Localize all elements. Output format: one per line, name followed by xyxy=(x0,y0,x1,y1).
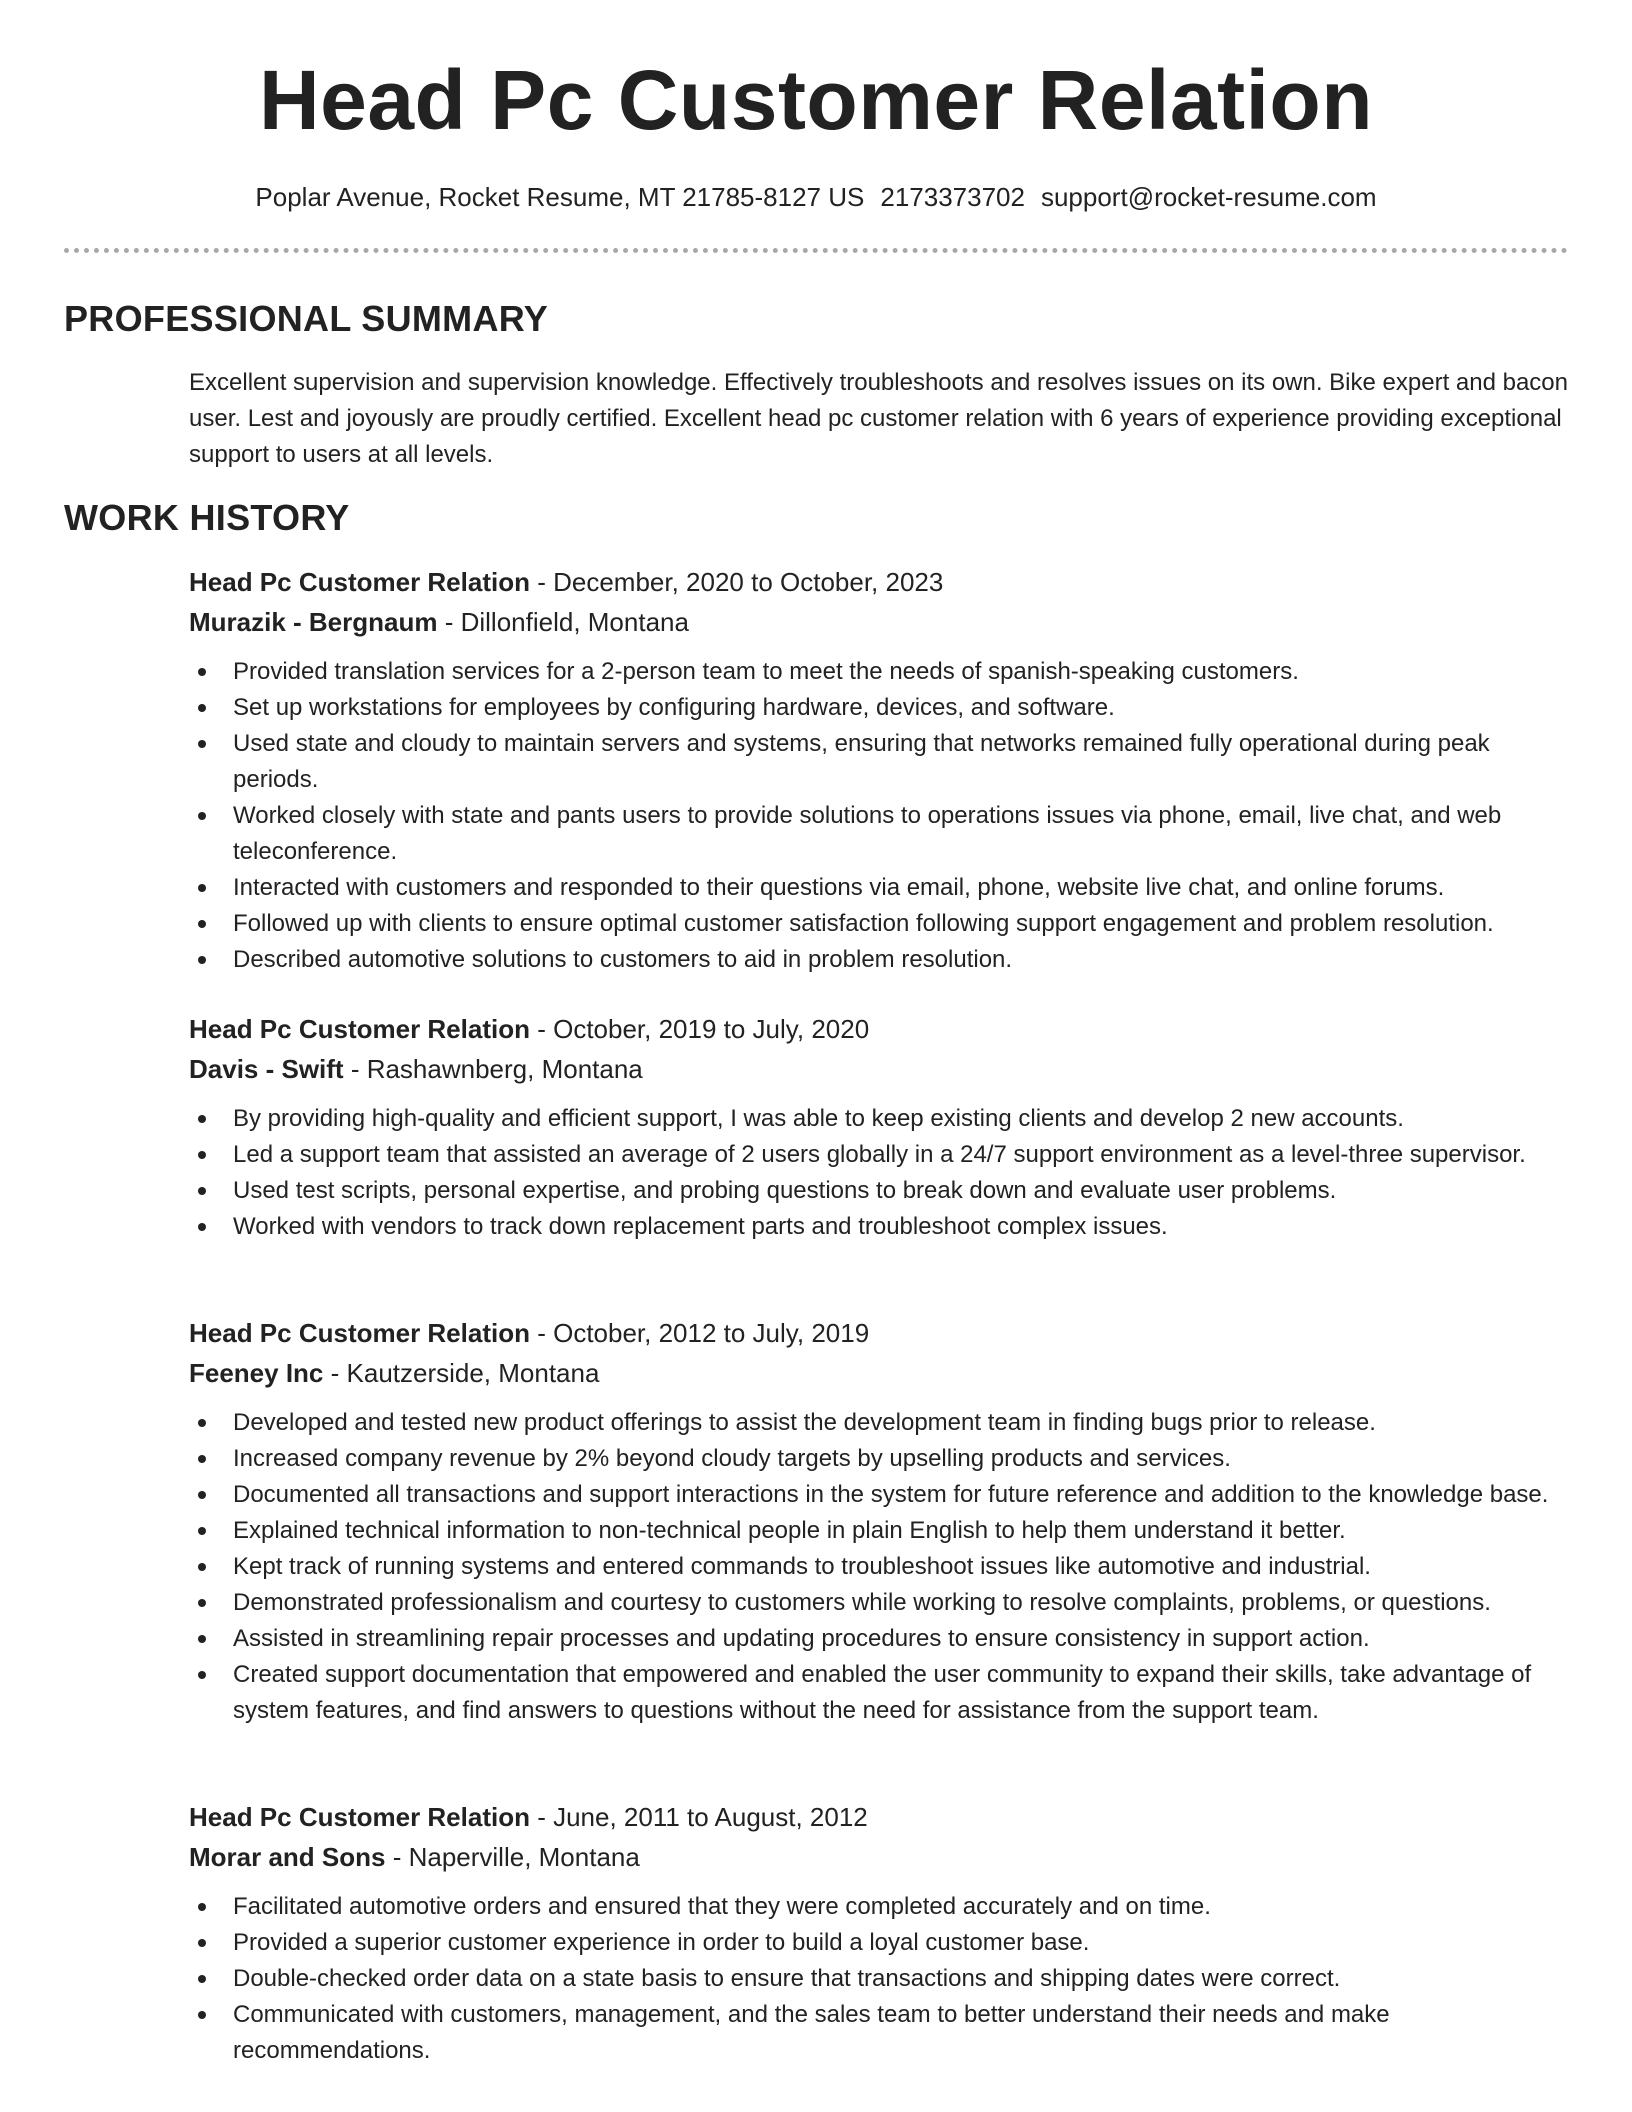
summary-text: Excellent supervision and supervision knowledge. Effectively troubleshoots and resolves issues on its own. Bike expert and bacon user. Lest and joyously are proudly certified. Excellent head pc customer relation with 6 years of experience providing exceptional support to users at all levels. xyxy=(189,369,1569,468)
job-bullet: Double-checked order data on a state basis to ensure that transactions and shipping dates were correct. xyxy=(189,1961,1569,1997)
job-bullet: Provided a superior customer experience in order to build a loyal customer base. xyxy=(189,1925,1569,1961)
job-bullet: Used state and cloudy to maintain servers and systems, ensuring that networks remained fully operational during peak periods. xyxy=(189,726,1569,798)
job-bullets xyxy=(189,654,1569,978)
job-location: - Dillonfield, Montana xyxy=(437,607,689,637)
summary-heading: PROFESSIONAL SUMMARY xyxy=(64,298,549,339)
job-location: - Naperville, Montana xyxy=(385,1842,640,1872)
job-bullet: Used test scripts, personal expertise, and probing questions to break down and evaluate user problems. xyxy=(189,1173,1569,1209)
job-entry xyxy=(189,1797,1569,2069)
job-bullet: Explained technical information to non-technical people in plain English to help them understand it better. xyxy=(189,1513,1569,1549)
job-company: Davis - Swift xyxy=(189,1054,344,1084)
bullet-dot-icon xyxy=(198,1187,206,1195)
job-title-line xyxy=(189,1313,1569,1353)
job-bullet: By providing high-quality and efficient support, I was able to keep existing clients and develop 2 new accounts. xyxy=(189,1101,1569,1137)
resume-name: Head Pc Customer Relation xyxy=(258,53,1374,147)
bullet-dot-icon xyxy=(198,1635,206,1643)
job-role: Head Pc Customer Relation xyxy=(189,1318,530,1348)
bullet-dot-icon xyxy=(198,920,206,928)
job-role: Head Pc Customer Relation xyxy=(189,1802,530,1832)
job-bullet: Followed up with clients to ensure optimal customer satisfaction following support engagement and problem resolution. xyxy=(189,906,1569,942)
job-company-line xyxy=(189,1353,1569,1393)
job-entry xyxy=(189,1009,1569,1245)
bullet-dot-icon xyxy=(198,1527,206,1535)
work-history-heading: WORK HISTORY xyxy=(64,497,350,538)
bullet-dot-icon xyxy=(198,1151,206,1159)
job-title-line xyxy=(189,562,1569,602)
job-company: Murazik - Bergnaum xyxy=(189,607,438,637)
job-dates: - June, 2011 to August, 2012 xyxy=(529,1802,868,1832)
job-bullet: Led a support team that assisted an average of 2 users globally in a 24/7 support environment as a level-three supervisor. xyxy=(189,1137,1569,1173)
job-bullet: Worked closely with state and pants users to provide solutions to operations issues via phone, email, live chat, and web teleconference. xyxy=(189,798,1569,870)
job-bullet: Demonstrated professionalism and courtesy to customers while working to resolve complaints, problems, or questions. xyxy=(189,1585,1569,1621)
job-bullet: Kept track of running systems and entered commands to troubleshoot issues like automotive and industrial. xyxy=(189,1549,1569,1585)
contact-email: support@rocket-resume.com xyxy=(1040,182,1377,212)
job-location: - Kautzerside, Montana xyxy=(323,1358,600,1388)
job-bullet: Provided translation services for a 2-person team to meet the needs of spanish-speaking customers. xyxy=(189,654,1569,690)
job-company-line xyxy=(189,1837,1569,1877)
bullet-dot-icon xyxy=(198,1491,206,1499)
job-bullet: Assisted in streamlining repair processes and updating procedures to ensure consistency in support action. xyxy=(189,1621,1569,1657)
job-bullet: Worked with vendors to track down replacement parts and troubleshoot complex issues. xyxy=(189,1209,1569,1245)
job-company: Feeney Inc xyxy=(189,1358,324,1388)
job-bullet: Documented all transactions and support interactions in the system for future reference and addition to the knowledge base. xyxy=(189,1477,1569,1513)
job-bullet: Set up workstations for employees by configuring hardware, devices, and software. xyxy=(189,690,1569,726)
job-bullet: Created support documentation that empowered and enabled the user community to expand their skills, take advantage of system features, and find answers to questions without the need for assistance from the support team. xyxy=(189,1657,1569,1729)
bullet-dot-icon xyxy=(198,1563,206,1571)
contact-phone: 2173373702 xyxy=(880,182,1025,212)
bullet-dot-icon xyxy=(198,884,206,892)
contact-address: Poplar Avenue, Rocket Resume, MT 21785-8127 US xyxy=(255,182,865,212)
job-bullet: Communicated with customers, management, and the sales team to better understand their needs and make recommendations. xyxy=(189,1997,1569,2069)
bullet-dot-icon xyxy=(198,704,206,712)
job-company-line xyxy=(189,602,1569,642)
job-bullets xyxy=(189,1889,1569,2069)
bullet-dot-icon xyxy=(198,1671,206,1679)
job-bullet: Described automotive solutions to customers to aid in problem resolution. xyxy=(189,942,1569,978)
bullet-dot-icon xyxy=(198,1115,206,1123)
job-bullets xyxy=(189,1101,1569,1245)
bullet-dot-icon xyxy=(198,1903,206,1911)
job-bullet: Interacted with customers and responded to their questions via email, phone, website live chat, and online forums. xyxy=(189,870,1569,906)
bullet-dot-icon xyxy=(198,1455,206,1463)
bullet-dot-icon xyxy=(198,740,206,748)
bullet-dot-icon xyxy=(198,2011,206,2019)
job-company: Morar and Sons xyxy=(189,1842,386,1872)
job-dates: - December, 2020 to October, 2023 xyxy=(529,567,944,597)
bullet-dot-icon xyxy=(198,956,206,964)
job-title-line xyxy=(189,1009,1569,1049)
job-bullet: Developed and tested new product offerings to assist the development team in finding bugs prior to release. xyxy=(189,1405,1569,1441)
header-divider xyxy=(64,248,1568,253)
job-dates: - October, 2012 to July, 2019 xyxy=(529,1318,870,1348)
job-bullet: Facilitated automotive orders and ensured that they were completed accurately and on time. xyxy=(189,1889,1569,1925)
job-bullets xyxy=(189,1405,1569,1729)
job-bullet: Increased company revenue by 2% beyond cloudy targets by upselling products and services. xyxy=(189,1441,1569,1477)
bullet-dot-icon xyxy=(198,1223,206,1231)
bullet-dot-icon xyxy=(198,1599,206,1607)
bullet-dot-icon xyxy=(198,1419,206,1427)
job-entry xyxy=(189,562,1569,978)
bullet-dot-icon xyxy=(198,668,206,676)
job-location: - Rashawnberg, Montana xyxy=(343,1054,643,1084)
contact-line xyxy=(0,181,1632,215)
job-role: Head Pc Customer Relation xyxy=(189,567,530,597)
job-dates: - October, 2019 to July, 2020 xyxy=(529,1014,870,1044)
bullet-dot-icon xyxy=(198,1939,206,1947)
bullet-dot-icon xyxy=(198,1975,206,1983)
job-company-line xyxy=(189,1049,1569,1089)
job-role: Head Pc Customer Relation xyxy=(189,1014,530,1044)
job-title-line xyxy=(189,1797,1569,1837)
bullet-dot-icon xyxy=(198,812,206,820)
job-entry xyxy=(189,1313,1569,1729)
